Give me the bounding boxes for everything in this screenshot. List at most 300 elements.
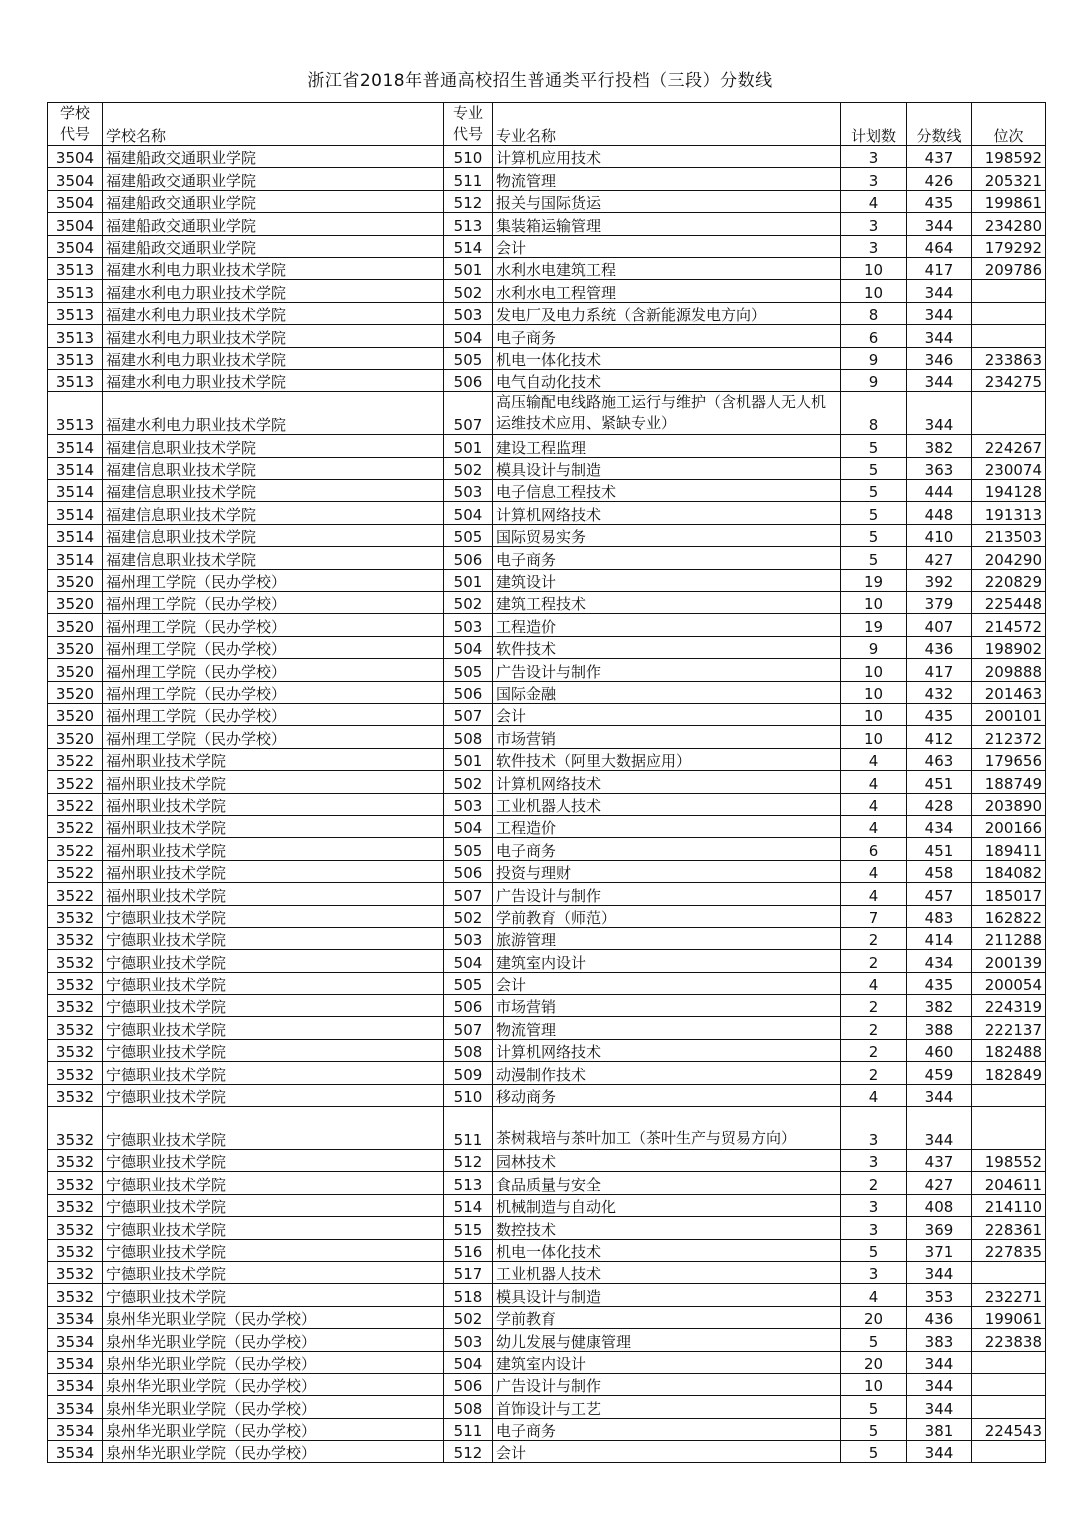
plan-count-cell: 10 [841, 703, 907, 725]
plan-count-cell: 4 [841, 883, 907, 905]
table-row [48, 793, 1046, 815]
school-name-cell: 宁德职业技术学院 [103, 927, 444, 949]
plan-count-cell: 7 [841, 905, 907, 927]
school-name-cell: 福州职业技术学院 [103, 748, 444, 770]
plan-count-cell: 2 [841, 927, 907, 949]
rank-cell [972, 1441, 1046, 1463]
table-row [48, 927, 1046, 949]
table-header-row [48, 103, 1046, 146]
school-code-cell: 3520 [48, 726, 103, 748]
major-name-cell: 学前教育 [493, 1306, 841, 1328]
plan-count-cell: 8 [841, 302, 907, 324]
score-cell: 437 [907, 146, 972, 168]
rank-cell: 209888 [972, 659, 1046, 681]
school-code-cell: 3522 [48, 815, 103, 837]
header-school-name: 学校名称 [103, 103, 444, 146]
school-name-cell: 福州职业技术学院 [103, 860, 444, 882]
score-cell: 459 [907, 1062, 972, 1084]
major-name-cell: 电子信息工程技术 [493, 480, 841, 502]
score-cell: 344 [907, 1351, 972, 1373]
school-code-cell: 3514 [48, 480, 103, 502]
school-code-cell: 3522 [48, 838, 103, 860]
table-row [48, 1107, 1046, 1150]
plan-count-cell: 3 [841, 1217, 907, 1239]
table-row [48, 1039, 1046, 1061]
school-code-cell: 3534 [48, 1441, 103, 1463]
major-name-cell: 软件技术 [493, 636, 841, 658]
major-name-cell: 建筑室内设计 [493, 950, 841, 972]
table-row [48, 883, 1046, 905]
school-code-cell: 3532 [48, 1261, 103, 1283]
school-code-cell: 3522 [48, 748, 103, 770]
table-row [48, 1084, 1046, 1106]
table-row [48, 1351, 1046, 1373]
score-cell: 344 [907, 1396, 972, 1418]
rank-cell: 228361 [972, 1217, 1046, 1239]
major-code-cell: 512 [444, 190, 493, 212]
school-code-cell: 3514 [48, 457, 103, 479]
major-code-cell: 510 [444, 1084, 493, 1106]
score-cell: 435 [907, 190, 972, 212]
header-school-code-line1: 学校 [59, 104, 90, 122]
school-name-cell: 福建信息职业技术学院 [103, 547, 444, 569]
school-name-cell: 泉州华光职业学院（民办学校） [103, 1373, 444, 1395]
plan-count-cell: 5 [841, 480, 907, 502]
rank-cell [972, 1373, 1046, 1395]
score-cell: 464 [907, 235, 972, 257]
score-cell: 353 [907, 1284, 972, 1306]
table-row [48, 1441, 1046, 1463]
major-code-cell: 503 [444, 614, 493, 636]
score-cell: 408 [907, 1194, 972, 1216]
major-name-cell: 计算机网络技术 [493, 1039, 841, 1061]
score-cell: 382 [907, 995, 972, 1017]
plan-count-cell: 5 [841, 457, 907, 479]
school-name-cell: 福州职业技术学院 [103, 815, 444, 837]
major-code-cell: 504 [444, 815, 493, 837]
school-name-cell: 宁德职业技术学院 [103, 950, 444, 972]
school-name-cell: 福建水利电力职业技术学院 [103, 325, 444, 347]
major-code-cell: 502 [444, 1306, 493, 1328]
school-name-cell: 宁德职业技术学院 [103, 1172, 444, 1194]
header-score: 分数线 [907, 103, 972, 146]
plan-count-cell: 2 [841, 1039, 907, 1061]
major-name-cell: 电子商务 [493, 838, 841, 860]
table-row [48, 213, 1046, 235]
plan-count-cell: 8 [841, 392, 907, 435]
school-code-cell: 3532 [48, 1017, 103, 1039]
header-school-code-line2: 代号 [59, 125, 90, 143]
table-row [48, 1217, 1046, 1239]
school-code-cell: 3520 [48, 659, 103, 681]
major-code-cell: 502 [444, 280, 493, 302]
table-row [48, 592, 1046, 614]
major-code-cell: 514 [444, 235, 493, 257]
major-name-cell: 机电一体化技术 [493, 347, 841, 369]
plan-count-cell: 3 [841, 1150, 907, 1172]
plan-count-cell: 4 [841, 793, 907, 815]
school-name-cell: 宁德职业技术学院 [103, 1284, 444, 1306]
major-code-cell: 506 [444, 860, 493, 882]
major-code-cell: 505 [444, 659, 493, 681]
major-code-cell: 508 [444, 726, 493, 748]
score-cell: 460 [907, 1039, 972, 1061]
major-code-cell: 512 [444, 1150, 493, 1172]
rank-cell: 225448 [972, 592, 1046, 614]
rank-cell [972, 1084, 1046, 1106]
table-row [48, 950, 1046, 972]
table-row [48, 569, 1046, 591]
plan-count-cell: 4 [841, 815, 907, 837]
major-name-cell: 发电厂及电力系统（含新能源发电方向） [493, 302, 841, 324]
plan-count-cell: 5 [841, 547, 907, 569]
score-cell: 437 [907, 1150, 972, 1172]
table-row [48, 636, 1046, 658]
rank-cell: 189411 [972, 838, 1046, 860]
school-code-cell: 3522 [48, 860, 103, 882]
score-cell: 344 [907, 1107, 972, 1150]
table-row [48, 168, 1046, 190]
score-cell: 379 [907, 592, 972, 614]
major-name-cell: 市场营销 [493, 995, 841, 1017]
school-name-cell: 宁德职业技术学院 [103, 1239, 444, 1261]
table-row [48, 502, 1046, 524]
header-major-name: 专业名称 [493, 103, 841, 146]
score-cell: 382 [907, 435, 972, 457]
score-cell: 483 [907, 905, 972, 927]
rank-cell: 223838 [972, 1329, 1046, 1351]
major-name-cell: 会计 [493, 235, 841, 257]
major-name-cell: 动漫制作技术 [493, 1062, 841, 1084]
major-code-cell: 501 [444, 748, 493, 770]
school-name-cell: 宁德职业技术学院 [103, 1062, 444, 1084]
plan-count-cell: 20 [841, 1351, 907, 1373]
score-cell: 344 [907, 302, 972, 324]
major-code-cell: 507 [444, 883, 493, 905]
major-code-cell: 506 [444, 1373, 493, 1395]
school-name-cell: 福州理工学院（民办学校） [103, 636, 444, 658]
rank-cell: 185017 [972, 883, 1046, 905]
header-school-code [48, 103, 103, 146]
rank-cell: 182488 [972, 1039, 1046, 1061]
major-name-cell: 物流管理 [493, 168, 841, 190]
school-name-cell: 福州理工学院（民办学校） [103, 614, 444, 636]
rank-cell: 184082 [972, 860, 1046, 882]
school-code-cell: 3522 [48, 793, 103, 815]
rank-cell: 211288 [972, 927, 1046, 949]
score-cell: 463 [907, 748, 972, 770]
plan-count-cell: 5 [841, 435, 907, 457]
table-row [48, 280, 1046, 302]
score-cell: 383 [907, 1329, 972, 1351]
score-cell: 344 [907, 1084, 972, 1106]
major-name-cell: 集装箱运输管理 [493, 213, 841, 235]
school-name-cell: 宁德职业技术学院 [103, 995, 444, 1017]
plan-count-cell: 10 [841, 257, 907, 279]
rank-cell: 222137 [972, 1017, 1046, 1039]
major-code-cell: 505 [444, 972, 493, 994]
score-cell: 407 [907, 614, 972, 636]
table-row [48, 302, 1046, 324]
school-name-cell: 福建水利电力职业技术学院 [103, 347, 444, 369]
table-row [48, 369, 1046, 391]
major-code-cell: 506 [444, 995, 493, 1017]
school-code-cell: 3532 [48, 1062, 103, 1084]
rank-cell: 227835 [972, 1239, 1046, 1261]
school-code-cell: 3532 [48, 1172, 103, 1194]
score-cell: 344 [907, 392, 972, 435]
major-name-cell: 会计 [493, 972, 841, 994]
major-name-cell: 工程造价 [493, 614, 841, 636]
major-name-cell: 机械制造与自动化 [493, 1194, 841, 1216]
school-name-cell: 福建船政交通职业学院 [103, 146, 444, 168]
school-code-cell: 3522 [48, 771, 103, 793]
table-row [48, 457, 1046, 479]
rank-cell [972, 1396, 1046, 1418]
rank-cell [972, 392, 1046, 435]
plan-count-cell: 5 [841, 502, 907, 524]
major-code-cell: 502 [444, 457, 493, 479]
rank-cell: 191313 [972, 502, 1046, 524]
major-name-cell: 建筑设计 [493, 569, 841, 591]
score-cell: 388 [907, 1017, 972, 1039]
score-cell: 381 [907, 1418, 972, 1440]
school-code-cell: 3513 [48, 280, 103, 302]
plan-count-cell: 3 [841, 1194, 907, 1216]
school-name-cell: 宁德职业技术学院 [103, 1150, 444, 1172]
score-cell: 457 [907, 883, 972, 905]
major-code-cell: 505 [444, 524, 493, 546]
major-code-cell: 511 [444, 168, 493, 190]
school-name-cell: 福建船政交通职业学院 [103, 213, 444, 235]
plan-count-cell: 10 [841, 280, 907, 302]
rank-cell: 230074 [972, 457, 1046, 479]
plan-count-cell: 4 [841, 190, 907, 212]
plan-count-cell: 5 [841, 1239, 907, 1261]
school-name-cell: 福建信息职业技术学院 [103, 502, 444, 524]
plan-count-cell: 4 [841, 771, 907, 793]
school-name-cell: 福建信息职业技术学院 [103, 524, 444, 546]
school-code-cell: 3532 [48, 1217, 103, 1239]
school-code-cell: 3532 [48, 972, 103, 994]
major-name-cell: 计算机网络技术 [493, 502, 841, 524]
major-name-cell: 会计 [493, 703, 841, 725]
plan-count-cell: 19 [841, 614, 907, 636]
rank-cell: 194128 [972, 480, 1046, 502]
table-row [48, 547, 1046, 569]
page-title: 浙江省2018年普通高校招生普通类平行投档（三段）分数线 [307, 71, 773, 91]
school-name-cell: 福州理工学院（民办学校） [103, 659, 444, 681]
major-name-cell: 移动商务 [493, 1084, 841, 1106]
rank-cell [972, 302, 1046, 324]
major-code-cell: 504 [444, 502, 493, 524]
school-name-cell: 福建水利电力职业技术学院 [103, 257, 444, 279]
school-name-cell: 福州理工学院（民办学校） [103, 592, 444, 614]
score-cell: 434 [907, 950, 972, 972]
school-code-cell: 3532 [48, 927, 103, 949]
school-name-cell: 宁德职业技术学院 [103, 1039, 444, 1061]
school-name-cell: 福州理工学院（民办学校） [103, 681, 444, 703]
major-code-cell: 506 [444, 681, 493, 703]
school-code-cell: 3534 [48, 1418, 103, 1440]
score-cell: 427 [907, 1172, 972, 1194]
plan-count-cell: 5 [841, 524, 907, 546]
plan-count-cell: 3 [841, 235, 907, 257]
score-table [47, 102, 1046, 1463]
rank-cell: 200139 [972, 950, 1046, 972]
table-row [48, 681, 1046, 703]
school-name-cell: 宁德职业技术学院 [103, 1084, 444, 1106]
rank-cell: 179292 [972, 235, 1046, 257]
school-name-cell: 福州理工学院（民办学校） [103, 703, 444, 725]
table-row [48, 1017, 1046, 1039]
school-name-cell: 宁德职业技术学院 [103, 1107, 444, 1150]
school-name-cell: 福建水利电力职业技术学院 [103, 392, 444, 435]
rank-cell: 214572 [972, 614, 1046, 636]
score-cell: 371 [907, 1239, 972, 1261]
score-cell: 426 [907, 168, 972, 190]
score-cell: 344 [907, 1261, 972, 1283]
plan-count-cell: 2 [841, 1017, 907, 1039]
rank-cell: 224319 [972, 995, 1046, 1017]
major-code-cell: 518 [444, 1284, 493, 1306]
score-cell: 412 [907, 726, 972, 748]
table-row [48, 659, 1046, 681]
table-row [48, 325, 1046, 347]
rank-cell [972, 325, 1046, 347]
rank-cell: 198592 [972, 146, 1046, 168]
major-code-cell: 503 [444, 302, 493, 324]
plan-count-cell: 10 [841, 592, 907, 614]
school-code-cell: 3504 [48, 213, 103, 235]
score-cell: 435 [907, 972, 972, 994]
major-code-cell: 511 [444, 1418, 493, 1440]
table-row [48, 146, 1046, 168]
plan-count-cell: 6 [841, 838, 907, 860]
school-code-cell: 3532 [48, 995, 103, 1017]
major-name-cell: 软件技术（阿里大数据应用） [493, 748, 841, 770]
major-name-cell: 建筑工程技术 [493, 592, 841, 614]
rank-cell: 203890 [972, 793, 1046, 815]
plan-count-cell: 9 [841, 636, 907, 658]
rank-cell [972, 1107, 1046, 1150]
school-code-cell: 3534 [48, 1329, 103, 1351]
table-row [48, 1239, 1046, 1261]
rank-cell: 182849 [972, 1062, 1046, 1084]
score-cell: 417 [907, 257, 972, 279]
school-name-cell: 福建水利电力职业技术学院 [103, 302, 444, 324]
plan-count-cell: 4 [841, 860, 907, 882]
table-row [48, 347, 1046, 369]
plan-count-cell: 5 [841, 1396, 907, 1418]
plan-count-cell: 10 [841, 681, 907, 703]
school-name-cell: 泉州华光职业学院（民办学校） [103, 1329, 444, 1351]
major-code-cell: 503 [444, 480, 493, 502]
school-code-cell: 3532 [48, 1107, 103, 1150]
major-name-cell: 市场营销 [493, 726, 841, 748]
school-name-cell: 福建船政交通职业学院 [103, 235, 444, 257]
plan-count-cell: 4 [841, 972, 907, 994]
major-name-cell: 工程造价 [493, 815, 841, 837]
score-cell: 344 [907, 325, 972, 347]
major-name-cell: 食品质量与安全 [493, 1172, 841, 1194]
rank-cell: 234275 [972, 369, 1046, 391]
major-name-cell: 工业机器人技术 [493, 793, 841, 815]
major-name-cell: 高压输配电线路施工运行与维护（含机器人无人机运维技术应用、紧缺专业） [493, 392, 841, 435]
plan-count-cell: 9 [841, 369, 907, 391]
major-code-cell: 514 [444, 1194, 493, 1216]
rank-cell: 205321 [972, 168, 1046, 190]
table-row [48, 1306, 1046, 1328]
school-code-cell: 3513 [48, 325, 103, 347]
score-cell: 428 [907, 793, 972, 815]
major-name-cell: 会计 [493, 1441, 841, 1463]
rank-cell: 224543 [972, 1418, 1046, 1440]
school-name-cell: 泉州华光职业学院（民办学校） [103, 1441, 444, 1463]
school-name-cell: 福建信息职业技术学院 [103, 457, 444, 479]
plan-count-cell: 6 [841, 325, 907, 347]
school-code-cell: 3534 [48, 1396, 103, 1418]
major-code-cell: 507 [444, 392, 493, 435]
school-code-cell: 3504 [48, 168, 103, 190]
plan-count-cell: 3 [841, 146, 907, 168]
plan-count-cell: 4 [841, 748, 907, 770]
school-name-cell: 福州职业技术学院 [103, 771, 444, 793]
school-name-cell: 福州职业技术学院 [103, 838, 444, 860]
school-name-cell: 宁德职业技术学院 [103, 1017, 444, 1039]
plan-count-cell: 3 [841, 213, 907, 235]
school-code-cell: 3513 [48, 257, 103, 279]
score-cell: 417 [907, 659, 972, 681]
plan-count-cell: 3 [841, 1261, 907, 1283]
header-rank: 位次 [972, 103, 1046, 146]
school-code-cell: 3520 [48, 681, 103, 703]
rank-cell: 198902 [972, 636, 1046, 658]
major-name-cell: 数控技术 [493, 1217, 841, 1239]
rank-cell [972, 1261, 1046, 1283]
school-code-cell: 3504 [48, 146, 103, 168]
major-name-cell: 计算机应用技术 [493, 146, 841, 168]
school-code-cell: 3534 [48, 1351, 103, 1373]
major-code-cell: 506 [444, 547, 493, 569]
major-code-cell: 503 [444, 927, 493, 949]
school-code-cell: 3513 [48, 369, 103, 391]
major-name-cell: 广告设计与制作 [493, 659, 841, 681]
score-cell: 392 [907, 569, 972, 591]
plan-count-cell: 2 [841, 995, 907, 1017]
major-name-cell: 报关与国际货运 [493, 190, 841, 212]
plan-count-cell: 19 [841, 569, 907, 591]
plan-count-cell: 2 [841, 1172, 907, 1194]
major-code-cell: 504 [444, 950, 493, 972]
major-name-cell: 首饰设计与工艺 [493, 1396, 841, 1418]
plan-count-cell: 10 [841, 726, 907, 748]
score-cell: 451 [907, 771, 972, 793]
score-cell: 344 [907, 280, 972, 302]
major-code-cell: 505 [444, 838, 493, 860]
table-body [48, 146, 1046, 1463]
header-plan: 计划数 [841, 103, 907, 146]
major-name-cell: 电子商务 [493, 547, 841, 569]
plan-count-cell: 2 [841, 1062, 907, 1084]
rank-cell: 220829 [972, 569, 1046, 591]
major-name-cell: 茶树栽培与茶叶加工（茶叶生产与贸易方向） [493, 1107, 841, 1150]
plan-count-cell: 20 [841, 1306, 907, 1328]
school-name-cell: 福州理工学院（民办学校） [103, 726, 444, 748]
school-name-cell: 宁德职业技术学院 [103, 1217, 444, 1239]
table-row [48, 392, 1046, 435]
school-name-cell: 福建水利电力职业技术学院 [103, 280, 444, 302]
